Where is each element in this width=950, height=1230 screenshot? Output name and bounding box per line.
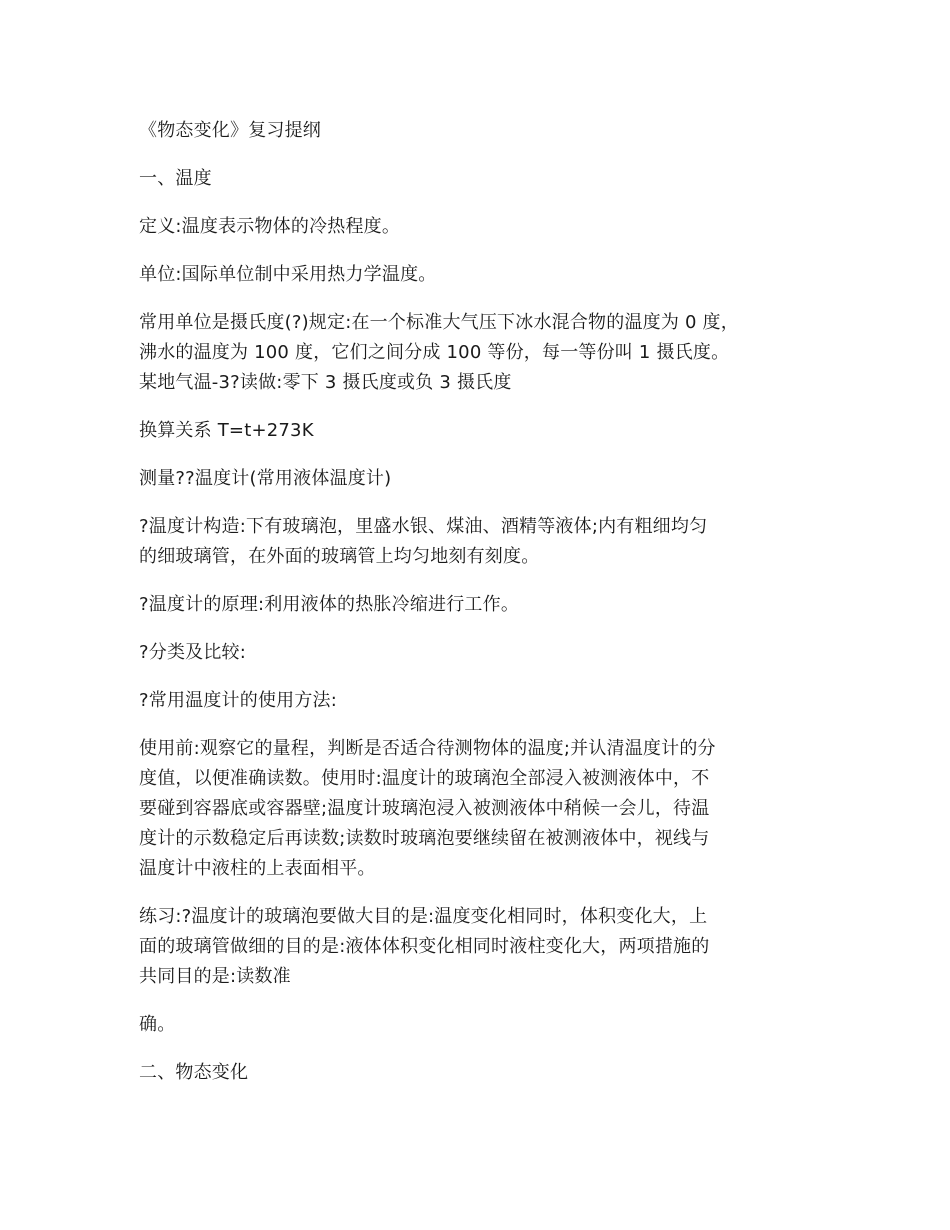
paragraph-thermometer-principle [139, 590, 839, 620]
text-line: 度计的示数稳定后再读数;读数时玻璃泡要继续留在被测液体中，视线与 [139, 828, 710, 849]
text-line: 单位:国际单位制中采用热力学温度。 [139, 264, 437, 285]
text-line: ?温度计的原理:利用液体的热胀冷缩进行工作。 [139, 594, 520, 615]
text-line: 度值，以便准确读数。使用时:温度计的玻璃泡全部浸入被测液体中，不 [139, 768, 710, 789]
text-line: 面的玻璃管做细的目的是:液体体积变化相同时液柱变化大，两项措施的 [139, 936, 710, 957]
paragraph-thermometer-structure [139, 512, 839, 572]
paragraph-usage-heading [139, 686, 839, 716]
text-line: 使用前:观察它的量程，判断是否适合待测物体的温度;并认清温度计的分 [139, 738, 716, 759]
document-title: 《物态变化》复习提纲 [139, 120, 321, 141]
text-line: 沸水的温度为 100 度，它们之间分成 100 等份，每一等份叫 1 摄氏度。 [139, 342, 730, 363]
paragraph-exercise [139, 902, 839, 992]
text-line: 换算关系 T=t+273K [139, 420, 314, 441]
section-heading-state-change: 二、物态变化 [139, 1062, 249, 1083]
text-line: 共同目的是:读数准 [139, 966, 291, 987]
text-line: 的细玻璃管，在外面的玻璃管上均匀地刻有刻度。 [139, 546, 540, 567]
paragraph-measurement [139, 464, 839, 494]
text-line: 确。 [139, 1014, 176, 1035]
paragraph-conversion [139, 416, 839, 446]
paragraph-unit [139, 260, 839, 290]
text-line: 练习:?温度计的玻璃泡要做大目的是:温度变化相同时，体积变化大，上 [139, 906, 708, 927]
text-line: 某地气温-3?读做:零下 3 摄氏度或负 3 摄氏度 [139, 372, 512, 393]
text-line: 要碰到容器底或容器壁;温度计玻璃泡浸入被测液体中稍候一会儿，待温 [139, 798, 710, 819]
paragraph-exercise-continued [139, 1010, 839, 1040]
text-line: ?温度计构造:下有玻璃泡，里盛水银、煤油、酒精等液体;内有粗细均匀 [139, 516, 708, 537]
text-line: 测量??温度计(常用液体温度计) [139, 468, 392, 489]
section-heading-temperature: 一、温度 [139, 168, 212, 189]
text-line: 常用单位是摄氏度(?)规定:在一个标准大气压下冰水混合物的温度为 0 度， [139, 312, 739, 333]
text-line: 定义:温度表示物体的冷热程度。 [139, 216, 401, 237]
paragraph-celsius [139, 308, 839, 398]
paragraph-usage-method [139, 734, 839, 884]
text-line: ?分类及比较: [139, 642, 247, 663]
paragraph-classification [139, 638, 839, 668]
paragraph-definition [139, 212, 839, 242]
text-line: 温度计中液柱的上表面相平。 [139, 858, 376, 879]
document-page [139, 116, 839, 1106]
text-line: ?常用温度计的使用方法: [139, 690, 338, 711]
